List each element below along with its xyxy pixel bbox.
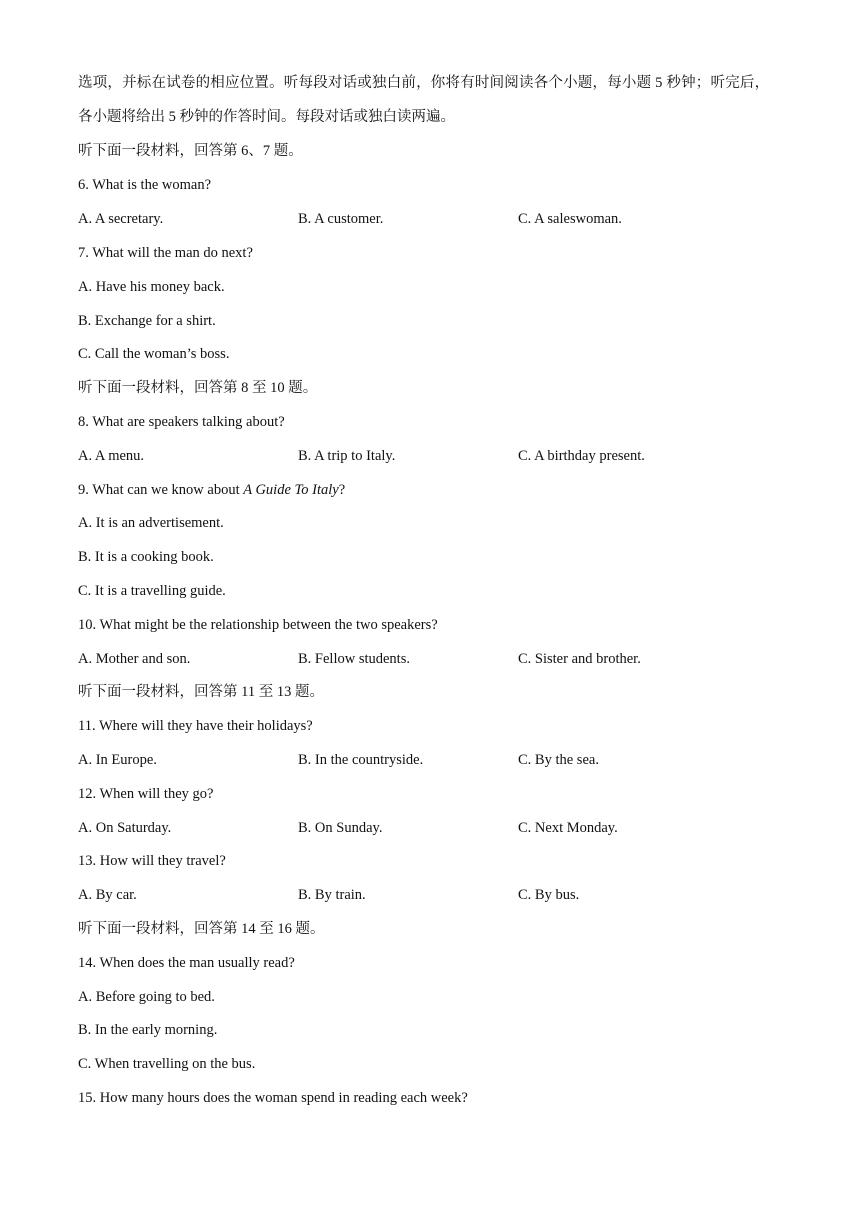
question-9-option-c: C. It is a travelling guide.	[78, 583, 226, 599]
question-7-option-b: B. Exchange for a shirt.	[78, 313, 216, 329]
question-7-option-a: A. Have his money back.	[78, 279, 225, 295]
question-6-options	[78, 210, 818, 228]
question-10-option-a: A. Mother and son.	[78, 651, 191, 667]
section-heading-14-16: 听下面一段材料，回答第 14 至 16 题。	[78, 921, 325, 937]
question-12-option-a: A. On Saturday.	[78, 820, 172, 836]
question-9-stem-suffix: ?	[338, 482, 346, 498]
question-6-option-b: B. A customer.	[298, 211, 384, 227]
question-14-option-b: B. In the early morning.	[78, 1022, 218, 1038]
question-10-option-c: C. Sister and brother.	[518, 651, 641, 667]
question-13-options	[78, 886, 818, 904]
question-7-stem: 7. What will the man do next?	[78, 245, 253, 261]
question-9-stem	[78, 481, 345, 499]
book-title: A Guide To Italy	[243, 482, 339, 498]
question-9-option-a: A. It is an advertisement.	[78, 515, 224, 531]
section-heading-6-7: 听下面一段材料，回答第 6、7 题。	[78, 143, 303, 159]
question-8-stem: 8. What are speakers talking about?	[78, 414, 285, 430]
question-6-option-a: A. A secretary.	[78, 211, 164, 227]
question-13-stem: 13. How will they travel?	[78, 853, 226, 869]
question-8-option-a: A. A menu.	[78, 448, 145, 464]
question-14-stem: 14. When does the man usually read?	[78, 955, 295, 971]
question-10-option-b: B. Fellow students.	[298, 651, 410, 667]
question-11-option-c: C. By the sea.	[518, 752, 599, 768]
section-heading-8-10: 听下面一段材料，回答第 8 至 10 题。	[78, 380, 318, 396]
question-10-stem: 10. What might be the relationship between the two speakers?	[78, 617, 438, 633]
question-13-option-c: C. By bus.	[518, 887, 580, 903]
question-14-option-a: A. Before going to bed.	[78, 989, 215, 1005]
section-heading-11-13: 听下面一段材料，回答第 11 至 13 题。	[78, 684, 324, 700]
question-12-stem: 12. When will they go?	[78, 786, 214, 802]
question-11-option-b: B. In the countryside.	[298, 752, 424, 768]
question-15-stem: 15. How many hours does the woman spend in reading each week?	[78, 1090, 468, 1106]
question-8-option-c: C. A birthday present.	[518, 448, 645, 464]
question-8-options	[78, 447, 818, 465]
question-11-stem: 11. Where will they have their holidays?	[78, 718, 313, 734]
question-9-stem-prefix: 9. What can we know about	[78, 482, 244, 498]
question-12-option-c: C. Next Monday.	[518, 820, 618, 836]
question-9-option-b: B. It is a cooking book.	[78, 549, 214, 565]
question-14-option-c: C. When travelling on the bus.	[78, 1056, 256, 1072]
question-10-options	[78, 650, 818, 668]
instructions-line-1: 选项，并标在试卷的相应位置。听每段对话或独白前，你将有时间阅读各个小题，每小题 5 秒钟；听完后，	[78, 75, 770, 91]
question-13-option-a: A. By car.	[78, 887, 137, 903]
question-6-stem: 6. What is the woman?	[78, 177, 212, 193]
question-12-options	[78, 819, 818, 837]
question-11-options	[78, 751, 818, 769]
question-12-option-b: B. On Sunday.	[298, 820, 383, 836]
question-8-option-b: B. A trip to Italy.	[298, 448, 396, 464]
question-13-option-b: B. By train.	[298, 887, 366, 903]
question-6-option-c: C. A saleswoman.	[518, 211, 622, 227]
instructions-line-2: 各小题将给出 5 秒钟的作答时间。每段对话或独白读两遍。	[78, 109, 455, 125]
question-11-option-a: A. In Europe.	[78, 752, 157, 768]
question-7-option-c: C. Call the woman’s boss.	[78, 346, 230, 362]
